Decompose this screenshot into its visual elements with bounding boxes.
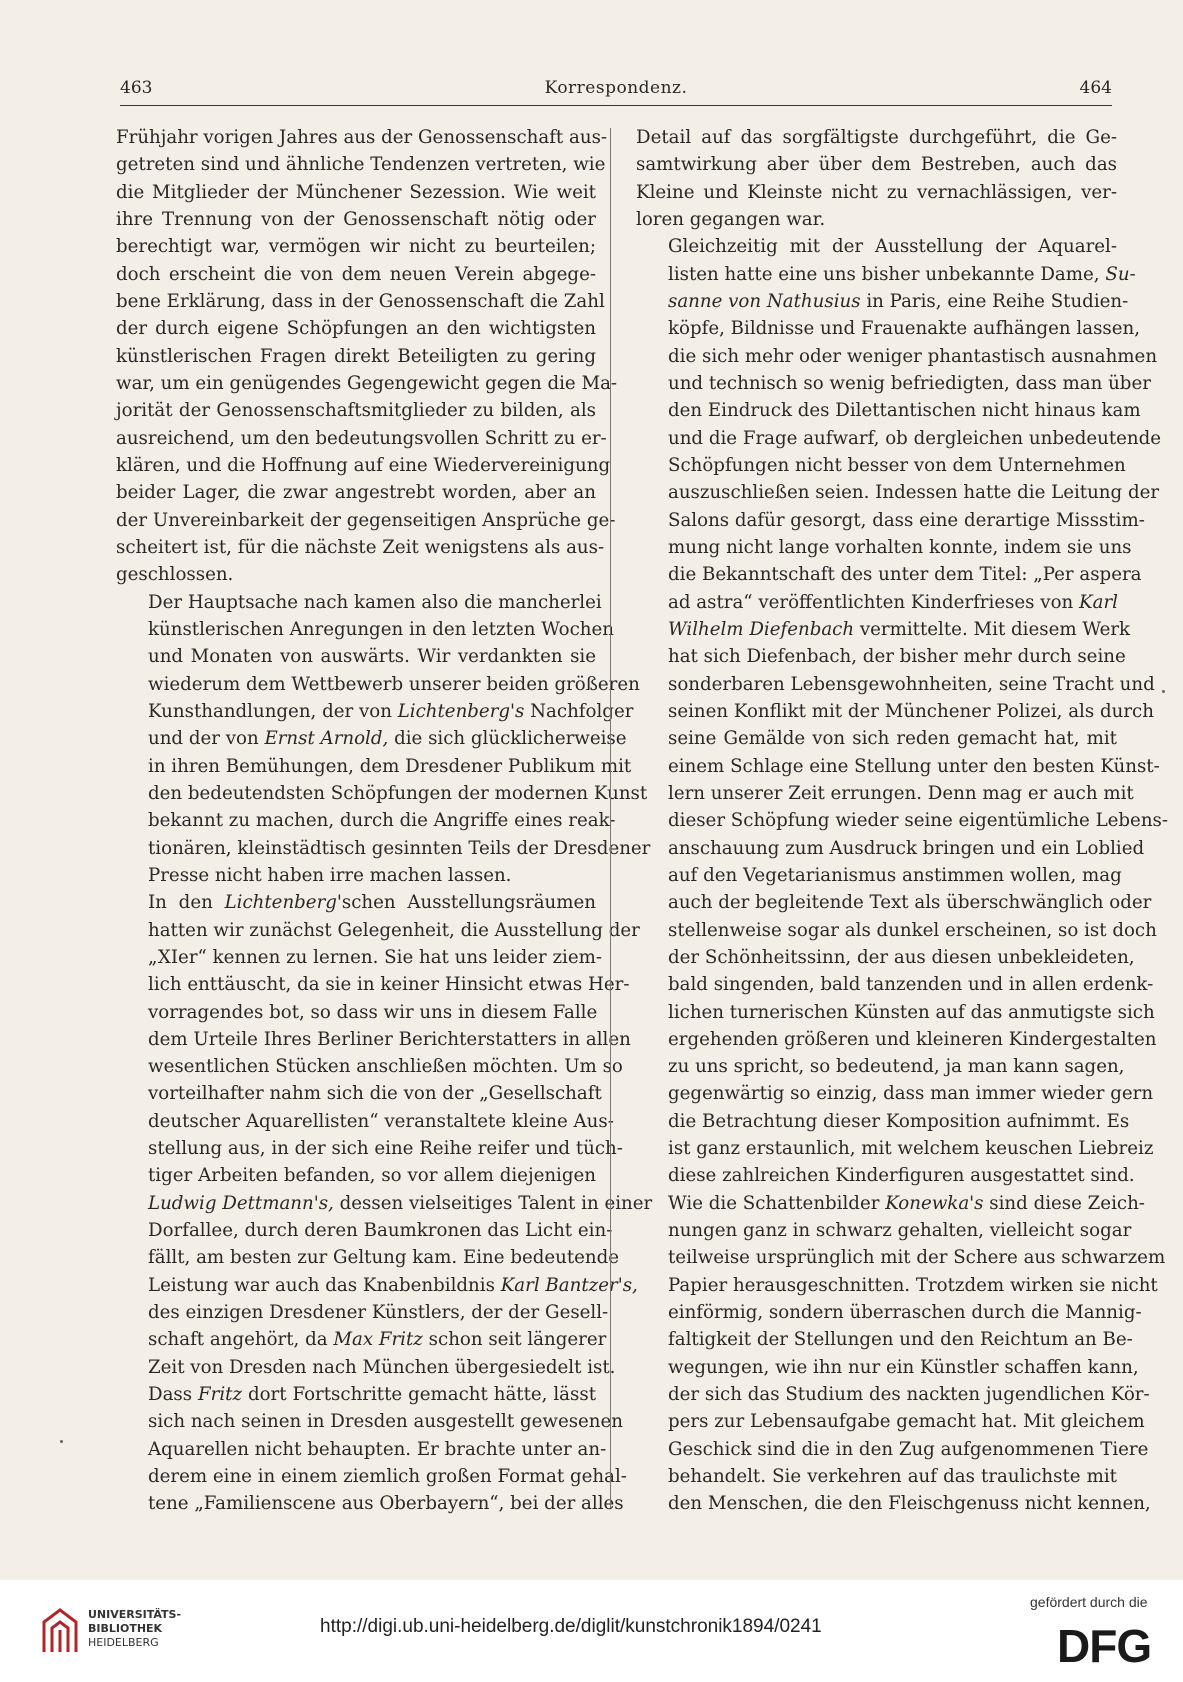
text-line: mung nicht lange vorhalten konnte, indem sie uns (668, 536, 1132, 558)
text-line: Gleichzeitig mit der Ausstellung der Aquarel- (668, 236, 1117, 258)
text-line: nungen ganz in schwarz gehalten, vielleicht sogar (668, 1220, 1132, 1242)
text-line: In den Lichtenberg'schen Ausstellungsräumen (148, 892, 596, 914)
text-line: lichen turnerischen Künsten auf das anmutigste sich (668, 1001, 1155, 1023)
text-line: der durch eigene Schöpfungen an den wichtigsten (116, 318, 596, 340)
text-line: bene Erklärung, dass in der Genossenschaft die Zahl (116, 290, 605, 312)
text-line: den bedeutendsten Schöpfungen der modernen Kunst (148, 782, 648, 804)
text-line: die sich mehr oder weniger phantastisch ausnahmen (668, 345, 1158, 367)
page-number-left: 463 (120, 78, 153, 98)
text-line: stellenweise sogar als dunkel erscheinen, so ist doch (668, 919, 1157, 941)
right-paragraph-2 (636, 233, 1169, 1517)
text-line: hatten wir zunächst Gelegenheit, die Ausstellung der (148, 919, 640, 941)
left-paragraph-1 (116, 124, 618, 589)
text-line: bald singenden, bald tanzenden und in allen erdenk- (668, 974, 1154, 996)
library-emblem-icon (40, 1606, 80, 1656)
text-line: gegenwärtig so einzig, dass man immer wieder gern (668, 1083, 1154, 1105)
text-line: loren gegangen war. (636, 208, 826, 230)
text-line: ist ganz erstaunlich, mit welchem keuschen Liebreiz (668, 1138, 1154, 1160)
text-line: Ludwig Dettmann's, dessen vielseitiges Talent in einer (148, 1192, 653, 1214)
text-line: einem Schlage eine Stellung unter den besten Künst- (668, 755, 1160, 777)
italic-name: Wilhelm Diefenbach (668, 618, 855, 640)
text-line: beider Lager, die zwar angestrebt worden, aber an (116, 482, 596, 504)
text-line: auch der begleitende Text als überschwänglich oder (668, 892, 1152, 914)
dfg-wordmark: DFG (1057, 1620, 1152, 1672)
text-line: Presse nicht haben irre machen lassen. (148, 864, 512, 886)
italic-name: Karl (1079, 591, 1118, 613)
text-line: war, um ein genügendes Gegengewicht gegen die Ma- (116, 372, 618, 394)
column-divider (610, 128, 611, 1508)
section-title: Korrespondenz. (544, 78, 688, 98)
page-number-right: 464 (1079, 78, 1112, 98)
right-column (636, 124, 1169, 1518)
text-line: ausreichend, um den bedeutungsvollen Schritt zu er- (116, 427, 607, 449)
text-line: scheitert ist, für die nächste Zeit wenigstens als aus- (116, 536, 605, 558)
left-paragraph-3 (116, 889, 653, 1518)
text-line: die Betrachtung dieser Komposition aufnimmt. Es (668, 1110, 1130, 1132)
text-line: Aquarellen nicht behaupten. Er brachte unter an- (148, 1438, 607, 1460)
text-line: „XIer“ kennen zu lernen. Sie hat uns leider ziem- (148, 946, 603, 968)
text-line: einförmig, sondern überraschen durch die Mannig- (668, 1302, 1142, 1324)
italic-name: Su- (1105, 263, 1136, 285)
text-line: faltigkeit der Stellungen und den Reichtum an Be- (668, 1329, 1133, 1351)
text-line: zu uns spricht, so bedeutend, ja man kann sagen, (668, 1056, 1125, 1078)
digitization-footer (0, 1580, 1183, 1682)
text-line: wiederum dem Wettbewerb unserer beiden größeren (148, 673, 640, 695)
text-line: tionären, kleinstädtisch gesinnten Teils der Dresdener (148, 837, 651, 859)
text-line: ergehenden größeren und kleineren Kindergestalten (668, 1028, 1157, 1050)
text-line: künstlerischen Anregungen in den letzten Wochen (148, 618, 614, 640)
text-line: des einzigen Dresdener Künstlers, der der Gesell- (148, 1302, 609, 1324)
text-line: ad astra“ veröffentlichten Kinderfrieses von Karl (668, 591, 1118, 613)
text-line: klären, und die Hoffnung auf eine Wiedervereinigung (116, 454, 611, 476)
text-line: lich enttäuscht, da sie in keiner Hinsicht etwas Her- (148, 974, 630, 996)
text-line: fällt, am besten zur Geltung kam. Eine bedeutende (148, 1247, 620, 1269)
library-name-line2: BIBLIOTHEK (88, 1622, 163, 1635)
text-line: wesentlichen Stücken anschließen möchten. Um so (148, 1056, 623, 1078)
funding-label: gefördert durch die (1030, 1594, 1148, 1610)
left-column (116, 124, 653, 1518)
text-line: derem eine in einem ziemlich großen Format gehal- (148, 1466, 627, 1488)
text-line: sich nach seinen in Dresden ausgestellt gewesenen (148, 1411, 623, 1433)
text-line: auf den Vegetarianismus anstimmen wollen, mag (668, 864, 1122, 886)
header-rule (120, 105, 1112, 106)
italic-name: sanne von Nathusius (668, 290, 861, 312)
text-line: der Unvereinbarkeit der gegenseitigen Ansprüche ge- (116, 509, 616, 531)
text-line: vorragendes bot, so dass wir uns in diesem Falle (148, 1001, 598, 1023)
text-line: Dass Fritz dort Fortschritte gemacht hätte, lässt (148, 1384, 596, 1406)
text-line: Der Hauptsache nach kamen also die mancherlei (148, 591, 602, 613)
text-line: anschauung zum Ausdruck bringen und ein Loblied (668, 837, 1145, 859)
dfg-logo (1055, 1620, 1175, 1672)
text-line: Kleine und Kleinste nicht zu vernachlässigen, ver- (636, 181, 1117, 203)
text-line: und technisch so wenig befriedigten, dass man über (668, 372, 1151, 394)
library-name-line1: UNIVERSITÄTS- (88, 1608, 182, 1621)
text-line: die Bekanntschaft des unter dem Titel: „Per aspera (668, 564, 1142, 586)
italic-name: Max Fritz (333, 1329, 423, 1351)
italic-name: Konewka's (885, 1192, 984, 1214)
library-name-line3: HEIDELBERG (88, 1636, 159, 1649)
left-paragraph-2 (116, 589, 651, 890)
text-line: seinen Konflikt mit der Münchener Polizei, als durch (668, 700, 1154, 722)
text-line: seine Gemälde von sich reden gemacht hat, mit (668, 728, 1117, 750)
text-line: tene „Familienscene aus Oberbayern“, bei der alles (148, 1493, 624, 1515)
text-line: lern unserer Zeit errungen. Denn mag er auch mit (668, 782, 1134, 804)
library-logo (40, 1600, 180, 1660)
text-line: Zeit von Dresden nach München übergesiedelt ist. (148, 1356, 616, 1378)
text-line: sanne von Nathusius in Paris, eine Reihe Studien- (668, 290, 1129, 312)
text-line: in ihren Bemühungen, dem Dresdener Publikum mit (148, 755, 632, 777)
italic-name: Ludwig Dettmann's, (148, 1192, 334, 1214)
text-line: dieser Schöpfung wieder seine eigentümliche Lebens- (668, 810, 1169, 832)
italic-name: Lichtenberg's (397, 700, 525, 722)
text-line: stellung aus, in der sich eine Reihe reifer und tüch- (148, 1138, 623, 1160)
text-line: doch erscheint die von dem neuen Verein abgege- (116, 263, 596, 285)
text-line: Wie die Schattenbilder Konewka's sind diese Zeich- (668, 1192, 1145, 1214)
text-line: Frühjahr vorigen Jahres aus der Genossenschaft aus- (116, 127, 608, 148)
text-line: deutscher Aquarellisten“ veranstaltete kleine Aus- (148, 1110, 614, 1132)
text-line: Geschick sind die in den Zug aufgenommenen Tiere (668, 1438, 1149, 1460)
right-paragraph-1 (636, 124, 1117, 233)
text-line: samtwirkung aber über dem Bestreben, auch das (636, 154, 1117, 176)
running-header (120, 78, 1112, 108)
italic-name: Fritz (198, 1384, 243, 1406)
text-line: Wilhelm Diefenbach vermittelte. Mit diesem Werk (668, 618, 1131, 640)
text-line: der Schönheitssinn, der aus diesen unbekleideten, (668, 946, 1135, 968)
text-line: Dorfallee, durch deren Baumkronen das Licht ein- (148, 1220, 613, 1242)
text-line: auszuschließen seien. Indessen hatte die Leitung der (668, 482, 1160, 504)
text-line: bekannt zu machen, durch die Angriffe eines reak- (148, 810, 616, 832)
text-line: listen hatte eine uns bisher unbekannte Dame, Su- (668, 263, 1136, 285)
text-line: jorität der Genossenschaftsmitglieder zu bilden, als (116, 400, 596, 422)
text-line: dem Urteile Ihres Berliner Berichterstatters in allen (148, 1028, 631, 1050)
text-line: Salons dafür gesorgt, dass eine derartige Missstim- (668, 509, 1145, 531)
text-line: und Monaten von auswärts. Wir verdankten sie (148, 646, 596, 668)
text-line: Kunsthandlungen, der von Lichtenberg's Nachfolger (148, 700, 634, 722)
text-line: und die Frage aufwarf, ob dergleichen unbedeutende (668, 427, 1162, 449)
text-line: hat sich Diefenbach, der bisher mehr durch seine (668, 646, 1126, 668)
text-line: diese zahlreichen Kinderfiguren ausgestattet sind. (668, 1165, 1135, 1187)
text-line: tiger Arbeiten befanden, so vor allem diejenigen (148, 1165, 596, 1187)
text-line: geschlossen. (116, 564, 234, 586)
scan-speck (60, 1440, 63, 1443)
text-line: und der von Ernst Arnold, die sich glücklicherweise (148, 728, 627, 750)
text-line: künstlerischen Fragen direkt Beteiligten zu gering (116, 345, 596, 367)
text-line: getreten sind und ähnliche Tendenzen vertreten, wie (116, 154, 606, 176)
text-line: Papier herausgeschnitten. Trotzdem wirken sie nicht (668, 1274, 1158, 1296)
italic-name: Lichtenberg' (224, 892, 342, 914)
text-line: köpfe, Bildnisse und Frauenakte aufhängen lassen, (668, 318, 1141, 340)
text-line: ihre Trennung von der Genossenschaft nötig oder (116, 208, 596, 230)
text-line: sonderbaren Lebensgewohnheiten, seine Tracht und (668, 673, 1155, 695)
italic-name: Ernst Arnold, (264, 728, 389, 750)
text-line: wegungen, wie ihn nur ein Künstler schaffen kann, (668, 1356, 1139, 1378)
text-line: teilweise ursprünglich mit der Schere aus schwarzem (668, 1247, 1166, 1269)
text-line: behandelt. Sie verkehren auf das traulichste mit (668, 1466, 1117, 1488)
text-line: berechtigt war, vermögen wir nicht zu beurteilen; (116, 236, 596, 258)
text-line: vorteilhafter nahm sich die von der „Gesellschaft (148, 1083, 602, 1105)
text-line: den Menschen, die den Fleischgenuss nicht kennen, (668, 1493, 1151, 1515)
source-url[interactable]: http://digi.ub.uni-heidelberg.de/diglit/kunstchronik1894/0241 (320, 1616, 822, 1637)
text-line: Leistung war auch das Knabenbildnis Karl Bantzer's, (148, 1274, 638, 1296)
italic-name: Karl Bantzer's, (500, 1274, 638, 1296)
text-line: der sich das Studium des nackten jugendlichen Kör- (668, 1384, 1150, 1406)
scan-speck (1162, 690, 1165, 693)
text-line: pers zur Lebensaufgabe gemacht hat. Mit gleichem (668, 1411, 1145, 1433)
text-line: Schöpfungen nicht besser von dem Unternehmen (668, 454, 1126, 476)
text-line: den Eindruck des Dilettantischen nicht hinaus kam (668, 400, 1141, 422)
text-line: schaft angehört, da Max Fritz schon seit längerer (148, 1329, 607, 1351)
text-line: die Mitglieder der Münchener Sezession. Wie weit (116, 181, 596, 203)
text-line: Detail auf das sorgfältigste durchgeführt, die Ge- (636, 127, 1117, 148)
